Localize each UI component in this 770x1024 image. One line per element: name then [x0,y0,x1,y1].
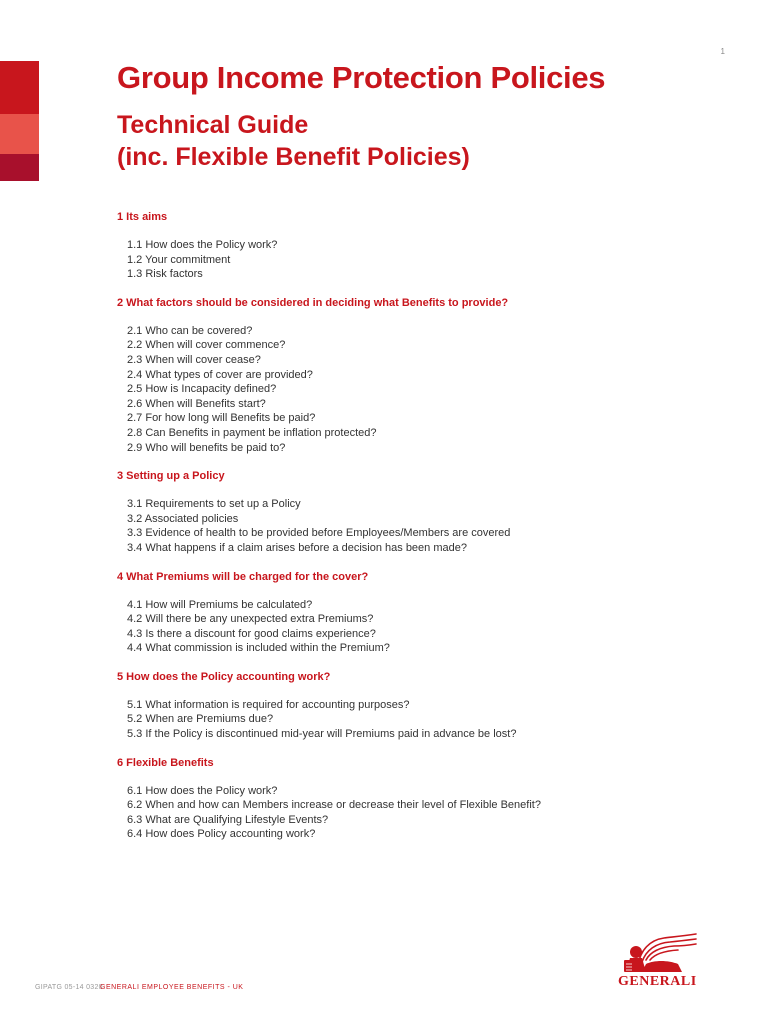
toc-item: 2.8 Can Benefits in payment be inflation protected? [127,426,377,439]
toc-item: 3.4 What happens if a claim arises before a decision has been made? [127,541,467,554]
logo-wordmark: GENERALI [618,974,697,989]
section-heading: 2 What factors should be considered in deciding what Benefits to provide? [117,296,509,309]
toc-item: 1.3 Risk factors [127,268,203,281]
subtitle-line-2: (inc. Flexible Benefit Policies) [117,143,470,171]
toc-item: 6.3 What are Qualifying Lifestyle Events? [127,813,329,826]
toc-item: 4.4 What commission is included within the Premium? [127,642,390,655]
toc-section-5 [117,670,717,742]
toc-item: 2.7 For how long will Benefits be paid? [127,412,316,425]
table-of-contents [117,210,717,856]
document-title: Group Income Protection Policies [117,60,606,95]
toc-item: 6.4 How does Policy accounting work? [127,828,316,841]
toc-item: 2.5 How is Incapacity defined? [127,383,277,396]
section-heading: 1 Its aims [117,211,168,223]
section-heading: 4 What Premiums will be charged for the cover? [117,570,369,583]
toc-item: 2.4 What types of cover are provided? [127,368,313,381]
document-subtitle [117,109,470,173]
toc-section-3 [117,469,717,555]
toc-item: 2.2 When will cover commence? [127,339,286,352]
footer-brand-text: GENERALI EMPLOYEE BENEFITS - UK [100,984,244,991]
toc-item: 3.1 Requirements to set up a Policy [127,498,301,511]
toc-section-4 [117,570,717,656]
section-heading: 5 How does the Policy accounting work? [117,670,331,683]
toc-section-1 [117,210,717,282]
decorative-red-bar-middle [0,114,39,154]
toc-item: 5.2 When are Premiums due? [127,713,274,726]
section-heading: 6 Flexible Benefits [117,756,214,769]
decorative-red-bar-bottom [0,154,39,181]
toc-item: 4.2 Will there be any unexpected extra Premiums? [127,613,374,626]
toc-item: 2.1 Who can be covered? [127,324,253,337]
toc-item: 4.1 How will Premiums be calculated? [127,598,313,611]
toc-item: 2.3 When will cover cease? [127,353,261,366]
subtitle-line-1: Technical Guide [117,111,309,139]
toc-item: 6.2 When and how can Members increase or decrease their level of Flexible Benefit? [127,799,541,812]
section-heading: 3 Setting up a Policy [117,470,225,483]
toc-item: 2.9 Who will benefits be paid to? [127,441,286,454]
toc-item: 3.2 Associated policies [127,512,239,525]
toc-item: 1.1 How does the Policy work? [127,239,278,251]
toc-section-2 [117,296,717,455]
toc-item: 4.3 Is there a discount for good claims experience? [127,627,376,640]
toc-item: 5.3 If the Policy is discontinued mid-year will Premiums paid in advance be lost? [127,728,517,741]
toc-item: 5.1 What information is required for accounting purposes? [127,698,410,711]
toc-section-6 [117,756,717,842]
toc-item: 3.3 Evidence of health to be provided before Employees/Members are covered [127,527,511,540]
footer-document-code: GIPATG 05-14 0320 [35,984,103,991]
toc-item: 6.1 How does the Policy work? [127,784,278,797]
decorative-red-bar-top [0,61,39,114]
toc-item: 1.2 Your commitment [127,253,231,266]
page-number: 1 [720,47,725,56]
toc-item: 2.6 When will Benefits start? [127,397,266,410]
